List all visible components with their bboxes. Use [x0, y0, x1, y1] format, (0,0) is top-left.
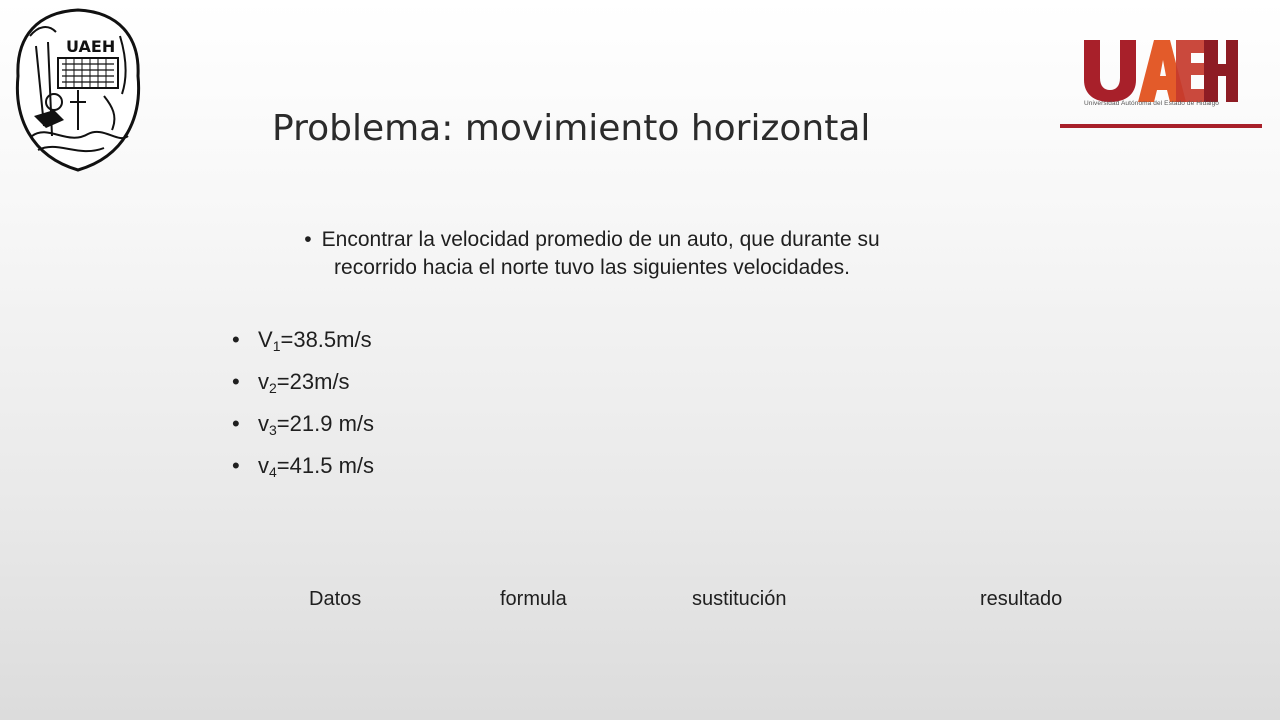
list-item [232, 448, 374, 490]
uaeh-subtitle: Universidad Autónoma del Estado de Hidalgo [1084, 100, 1220, 107]
intro-bullet: • [304, 228, 312, 251]
velocity-value: =21.9 m/s [276, 411, 375, 436]
list-bullet: • [232, 411, 240, 436]
seal-lettering: UAEH [66, 37, 116, 56]
uaeh-letters-icon [1080, 36, 1240, 102]
footer-label-sustitucion: sustitución [692, 588, 787, 610]
velocity-symbol: v [258, 411, 269, 436]
velocity-value: =41.5 m/s [276, 453, 375, 478]
velocity-subscript: 4 [269, 464, 277, 480]
footer-label-resultado: resultado [980, 588, 1063, 610]
velocity-symbol: v [258, 369, 269, 394]
list-bullet: • [232, 453, 240, 478]
velocity-subscript: 2 [269, 380, 277, 396]
list-bullet: • [232, 369, 240, 394]
uaeh-logo [1060, 36, 1260, 132]
list-bullet: • [232, 327, 240, 352]
uaeh-underline-bar [1060, 124, 1262, 128]
list-item [232, 364, 374, 406]
velocity-value: =23m/s [276, 369, 350, 394]
seal-drawing-icon [8, 6, 148, 174]
velocity-subscript: 3 [269, 422, 277, 438]
university-seal-logo [8, 6, 148, 174]
velocity-list [232, 322, 374, 490]
list-item [232, 406, 374, 448]
velocity-value: =38.5m/s [280, 327, 372, 352]
list-item [232, 322, 374, 364]
slide-title: Problema: movimiento horizontal [272, 108, 871, 149]
velocity-symbol: v [258, 453, 269, 478]
footer-label-datos: Datos [309, 588, 362, 610]
velocity-subscript: 1 [272, 338, 281, 354]
intro-paragraph [262, 226, 922, 282]
velocity-symbol: V [258, 327, 273, 352]
intro-text: Encontrar la velocidad promedio de un auto, que durante su recorrido hacia el norte tuvo las siguientes velocidades. [321, 228, 880, 279]
footer-label-formula: formula [500, 588, 567, 610]
